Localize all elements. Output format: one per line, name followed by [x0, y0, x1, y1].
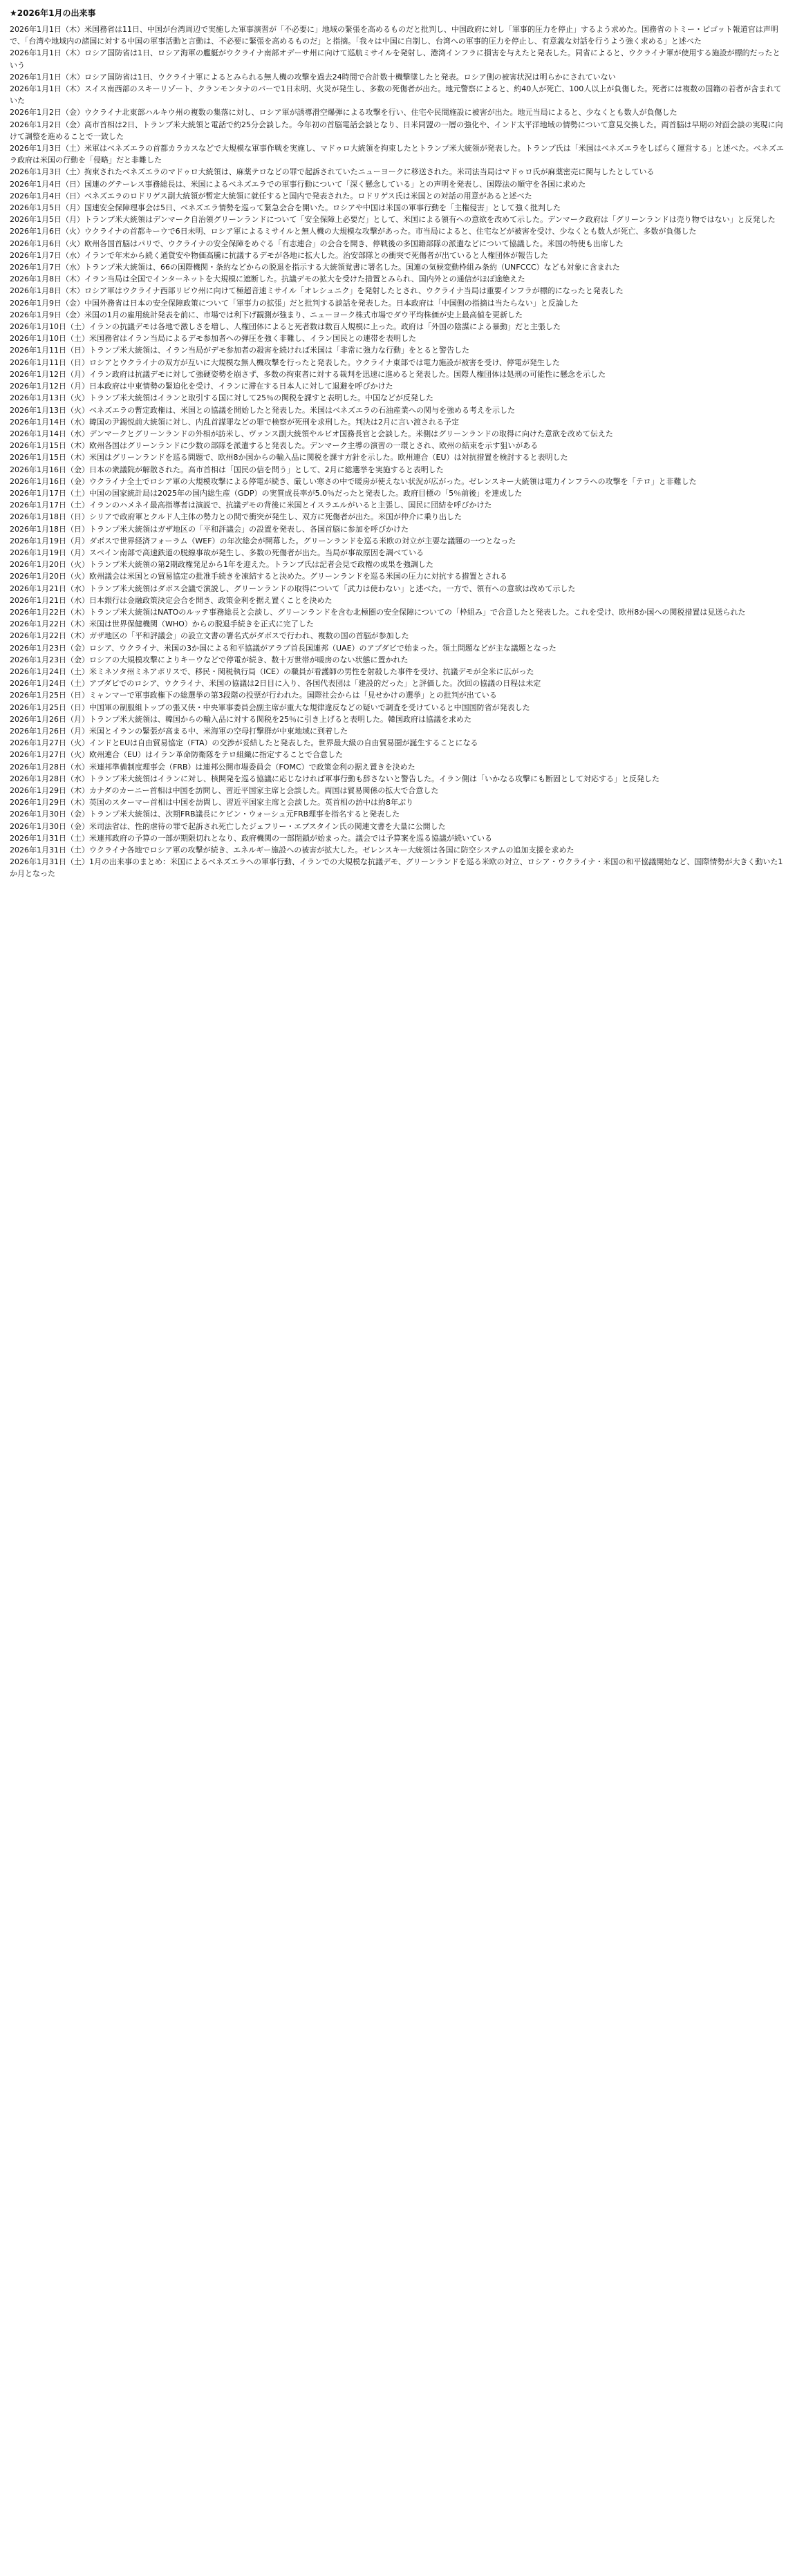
event-entry: 2026年1月1日（木）スイス南西部のスキーリゾート、クランモンタナのバーで1日未明、火災が発生し、多数の死傷者が出た。地元警察によると、約40人が死亡、100人以上が負傷した。死者には複数の国籍の若者が含まれていた	[10, 84, 782, 106]
event-entry: 2026年1月9日（金）中国外務省は日本の安全保障政策について「軍事力の拡張」だと批判する談話を発表した。日本政府は「中国側の指摘は当たらない」と反論した	[10, 298, 579, 308]
event-entry: 2026年1月8日（木）イラン当局は全国でインターネットを大規模に遮断した。抗議デモの拡大を受けた措置とみられ、国内外との通信がほぼ途絶えた	[10, 274, 525, 284]
event-entry: 2026年1月19日（月）ダボスで世界経済フォーラム（WEF）の年次総会が開幕した。グリーンランドを巡る米欧の対立が主要な議題の一つとなった	[10, 536, 516, 545]
event-entry: 2026年1月4日（日）ベネズエラのロドリゲス副大統領が暫定大統領に就任すると国内で発表された。ロドリゲス氏は米国との対話の用意があると述べた	[10, 191, 532, 200]
event-entry: 2026年1月16日（金）ウクライナ全土でロシア軍の大規模攻撃による停電が続き、厳しい寒さの中で暖房が使えない状況が広がった。ゼレンスキー大統領は電力インフラへの攻撃を「テロ」と非難した	[10, 476, 697, 486]
event-entry: 2026年1月27日（火）欧州連合（EU）はイラン革命防衛隊をテロ組織に指定することで合意した	[10, 750, 343, 760]
event-entry: 2026年1月1日（木）ロシア国防省は1日、ウクライナ軍によるとみられる無人機の攻撃を過去24時間で合計数十機撃墜したと発表。ロシア側の被害状況は明らかにされていない	[10, 72, 616, 82]
event-entry: 2026年1月28日（水）米連邦準備制度理事会（FRB）は連邦公開市場委員会（FOMC）で政策金利の据え置きを決めた	[10, 762, 415, 772]
event-entry: 2026年1月20日（火）欧州議会は米国との貿易協定の批准手続きを凍結すると決めた。グリーンランドを巡る米国の圧力に対抗する措置とされる	[10, 572, 507, 581]
event-entry: 2026年1月28日（水）トランプ米大統領はイランに対し、核開発を巡る協議に応じなければ軍事行動も辞さないと警告した。イラン側は「いかなる攻撃にも断固として対応する」と反発した	[10, 774, 660, 783]
event-entry: 2026年1月24日（土）アブダビでのロシア、ウクライナ、米国の協議は2日目に入り、各国代表団は「建設的だった」と評価した。次回の協議の日程は未定	[10, 679, 541, 689]
event-entry: 2026年1月22日（木）米国は世界保健機関（WHO）からの脱退手続きを正式に完了した	[10, 619, 314, 629]
event-entry: 2026年1月10日（土）イランの抗議デモは各地で激しさを増し、人権団体によると死者数は数百人規模に上った。政府は「外国の陰謀による暴動」だと主張した	[10, 322, 561, 332]
event-entry: 2026年1月23日（金）ロシアの大規模攻撃によりキーウなどで停電が続き、数十万世帯が暖房のない状態に置かれた	[10, 655, 409, 664]
event-entry: 2026年1月2日（金）ウクライナ北東部ハルキウ州の複数の集落に対し、ロシア軍が誘導滑空爆弾による攻撃を行い、住宅や民間施設に被害が出た。地元当局によると、少なくとも数人が負傷した	[10, 108, 677, 118]
event-entry: 2026年1月11日（日）ロシアとウクライナの双方が互いに大規模な無人機攻撃を行ったと発表した。ウクライナ東部では電力施設が被害を受け、停電が発生した	[10, 357, 560, 367]
event-entry: 2026年1月5日（月）国連安全保障理事会は5日、ベネズエラ情勢を巡って緊急会合を開いた。ロシアや中国は米国の軍事行動を「主権侵害」として強く批判した	[10, 203, 561, 213]
event-list	[10, 24, 785, 880]
event-entry: 2026年1月19日（月）スペイン南部で高速鉄道の脱線事故が発生し、多数の死傷者が出た。当局が事故原因を調べている	[10, 548, 424, 557]
event-entry: 2026年1月7日（水）トランプ米大統領は、66の国際機関・条約などからの脱退を指示する大統領覚書に署名した。国連の気候変動枠組み条約（UNFCCC）なども対象に含まれた	[10, 263, 620, 272]
event-entry: 2026年1月22日（木）トランプ米大統領はNATOのルッテ事務総長と会談し、グリーンランドを含む北極圏の安全保障についての「枠組み」で合意したと発表した。これを受け、欧州8か国への関税措置は見送られた	[10, 607, 746, 617]
event-entry: 2026年1月6日（火）ウクライナの首都キーウで6日未明、ロシア軍によるミサイルと無人機の大規模な攻撃があった。市当局によると、住宅などが被害を受け、少なくとも数人が死亡、多数が負傷した	[10, 227, 697, 236]
event-entry: 2026年1月15日（木）欧州各国はグリーンランドに少数の部隊を派遣すると発表した。デンマーク主導の演習の一環とされ、欧州の結束を示す狙いがある	[10, 441, 539, 451]
event-entry: 2026年1月2日（金）高市首相は2日、トランプ米大統領と電話で約25分会談した。今年初の首脳電話会談となり、日米同盟の一層の強化や、インド太平洋地域の情勢について意見交換した。両首脳は早期の対面会談の実現に向けて調整を進めることで一致した	[10, 120, 783, 141]
event-entry: 2026年1月6日（火）欧州各国首脳はパリで、ウクライナの安全保障をめぐる「有志連合」の会合を開き、停戦後の多国籍部隊の派遣などについて協議した。米国の特使も出席した	[10, 239, 624, 248]
event-entry: 2026年1月20日（火）トランプ米大統領の第2期政権発足から1年を迎えた。トランプ氏は記者会見で政権の成果を強調した	[10, 560, 433, 570]
event-entry: 2026年1月18日（日）シリアで政府軍とクルド人主体の勢力との間で衝突が発生し、双方に死傷者が出た。米国が仲介に乗り出した	[10, 512, 462, 522]
event-entry: 2026年1月17日（土）イランのハメネイ最高指導者は演説で、抗議デモの背後に米国とイスラエルがいると主張し、国民に団結を呼びかけた	[10, 501, 492, 510]
event-entry: 2026年1月25日（日）ミャンマーで軍事政権下の総選挙の第3段階の投票が行われた。国際社会からは「見せかけの選挙」との批判が出ている	[10, 691, 497, 700]
event-entry: 2026年1月5日（月）トランプ米大統領はデンマーク自治領グリーンランドについて「安全保障上必要だ」として、米国による領有への意欲を改めて示した。デンマーク政府は「グリーンランドは売り物ではない」と反発した	[10, 215, 776, 225]
event-entry: 2026年1月3日（土）米軍はベネズエラの首都カラカスなどで大規模な軍事作戦を実施し、マドゥロ大統領を拘束したとトランプ米大統領が発表した。トランプ氏は「米国はベネズエラをしばらく運営する」と述べた。ベネズエラ政府は米国の行動を「侵略」だと非難した	[10, 144, 784, 165]
event-entry: 2026年1月30日（金）トランプ米大統領は、次期FRB議長にケビン・ウォーシュ元FRB理事を指名すると発表した	[10, 810, 400, 819]
event-entry: 2026年1月11日（日）トランプ米大統領は、イラン当局がデモ参加者の殺害を続ければ米国は「非常に強力な行動」をとると警告した	[10, 346, 469, 355]
event-entry: 2026年1月14日（水）韓国の尹錫悦前大統領に対し、内乱首謀罪などの罪で検察が死刑を求刑した。判決は2月に言い渡される予定	[10, 417, 459, 427]
event-entry: 2026年1月14日（水）デンマークとグリーンランドの外相が訪米し、ヴァンス副大統領やルビオ国務長官と会談した。米側はグリーンランドの取得に向けた意欲を改めて伝えた	[10, 429, 613, 438]
event-entry: 2026年1月7日（水）イランで年末から続く通貨安や物価高騰に抗議するデモが各地に拡大した。治安部隊との衝突で死傷者が出ていると人権団体が報告した	[10, 250, 548, 260]
event-entry: 2026年1月15日（木）米国はグリーンランドを巡る問題で、欧州8か国からの輸入品に関税を課す方針を示した。欧州連合（EU）は対抗措置を検討すると表明した	[10, 453, 568, 463]
event-entry: 2026年1月12日（月）日本政府は中東情勢の緊迫化を受け、イランに滞在する日本人に対して退避を呼びかけた	[10, 382, 393, 391]
event-entry: 2026年1月4日（日）国連のグテーレス事務総長は、米国によるベネズエラでの軍事行動について「深く懸念している」との声明を発表し、国際法の順守を各国に求めた	[10, 179, 586, 189]
event-entry: 2026年1月18日（日）トランプ米大統領はガザ地区の「平和評議会」の設置を発表し、各国首脳に参加を呼びかけた	[10, 524, 409, 534]
event-entry: 2026年1月31日（土）米連邦政府の予算の一部が期限切れとなり、政府機関の一部閉鎖が始まった。議会では予算案を巡る協議が続いている	[10, 833, 492, 843]
event-entry: 2026年1月22日（木）ガザ地区の「平和評議会」の設立文書の署名式がダボスで行われ、複数の国の首脳が参加した	[10, 631, 409, 641]
event-entry: 2026年1月3日（土）拘束されたベネズエラのマドゥロ大統領は、麻薬テロなどの罪で起訴されていたニューヨークに移送された。米司法当局はマドゥロ氏が麻薬密売に関与したとしている	[10, 167, 655, 177]
page-title: ★2026年1月の出来事	[10, 8, 96, 18]
event-entry: 2026年1月29日（木）カナダのカーニー首相は中国を訪問し、習近平国家主席と会談した。両国は貿易関係の拡大で合意した	[10, 786, 439, 795]
event-entry: 2026年1月27日（火）インドとEUは自由貿易協定（FTA）の交渉が妥結したと発表した。世界最大級の自由貿易圏が誕生することになる	[10, 738, 478, 748]
event-entry: 2026年1月12日（月）イラン政府は抗議デモに対して強硬姿勢を崩さず、多数の拘束者に対する裁判を迅速に進めると発表した。国際人権団体は処刑の可能性に懸念を示した	[10, 369, 606, 379]
event-entry: 2026年1月29日（木）英国のスターマー首相は中国を訪問し、習近平国家主席と会談した。英首相の訪中は約8年ぶり	[10, 798, 413, 808]
event-entry: 2026年1月16日（金）日本の衆議院が解散された。高市首相は「国民の信を問う」として、2月に総選挙を実施すると表明した	[10, 465, 444, 474]
event-entry: 2026年1月24日（土）米ミネソタ州ミネアポリスで、移民・関税執行局（ICE）の職員が看護師の男性を射殺した事件を受け、抗議デモが全米に広がった	[10, 666, 534, 676]
event-entry: 2026年1月10日（土）米国務省はイラン当局によるデモ参加者への弾圧を強く非難し、イラン国民との連帯を表明した	[10, 334, 416, 344]
event-entry: 2026年1月8日（木）ロシア軍はウクライナ西部リビウ州に向けて極超音速ミサイル「オレシュニク」を発射したとされ、ウクライナ当局は重要インフラが標的になったと発表した	[10, 286, 624, 296]
event-entry: 2026年1月26日（月）トランプ米大統領は、韓国からの輸入品に対する関税を25％に引き上げると表明した。韓国政府は協議を求めた	[10, 714, 471, 724]
event-entry: 2026年1月25日（日）中国軍の制服組トップの張又侠・中央軍事委員会副主席が重大な規律違反などの疑いで調査を受けていると中国国防省が発表した	[10, 702, 530, 712]
event-entry: 2026年1月13日（火）ベネズエラの暫定政権は、米国との協議を開始したと発表した。米国はベネズエラの石油産業への関与を強める考えを示した	[10, 405, 515, 415]
event-entry: 2026年1月17日（土）中国の国家統計局は2025年の国内総生産（GDP）の実質成長率が5.0％だったと発表した。政府目標の「5％前後」を達成した	[10, 488, 523, 498]
event-entry: 2026年1月1日（木）ロシア国防省は1日、ロシア海軍の艦艇がウクライナ南部オデーサ州に向けて巡航ミサイルを発射し、港湾インフラに損害を与えたと発表した。同省によると、ウクライナ軍が使用する施設が標的だったという	[10, 48, 780, 70]
event-entry: 2026年1月13日（火）トランプ米大統領はイランと取引する国に対して25％の関税を課すと表明した。中国などが反発した	[10, 393, 433, 403]
event-entry: 2026年1月21日（水）日本銀行は金融政策決定会合を開き、政策金利を据え置くことを決めた	[10, 595, 333, 605]
event-entry: 2026年1月23日（金）ロシア、ウクライナ、米国の3か国による和平協議がアラブ首長国連邦（UAE）のアブダビで始まった。領土問題などが主な議題となった	[10, 643, 556, 653]
event-entry: 2026年1月26日（月）米国とイランの緊張が高まる中、米海軍の空母打撃群が中東地域に到着した	[10, 726, 348, 736]
event-entry: 2026年1月1日（木）米国務省は11日、中国が台湾周辺で実施した軍事演習が「不必要に」地域の緊張を高めるものだと批判し、中国政府に対し「軍事的圧力を停止」するよう求めた。国務省のトミー・ピゴット報道官は声明で、「台湾や地域内の諸国に対する中国の軍事活動と言動は、不必要に緊張を高めるものだ」と指摘。「我々は中国に自制し、台湾への軍事的圧力を停止し、有意義な対話を行うよう強く求める」と述べた	[10, 25, 778, 46]
event-entry: 2026年1月30日（金）米司法省は、性的虐待の罪で起訴され死亡したジェフリー・エプスタイン氏の関連文書を大量に公開した	[10, 821, 446, 831]
event-entry: 2026年1月21日（水）トランプ米大統領はダボス会議で演説し、グリーンランドの取得について「武力は使わない」と述べた。一方で、領有への意欲は改めて示した	[10, 584, 576, 593]
event-entry: 2026年1月9日（金）米国の1月の雇用統計発表を前に、市場では利下げ観測が強まり、ニューヨーク株式市場でダウ平均株価が史上最高値を更新した	[10, 310, 523, 319]
event-entry: 2026年1月31日（土）ウクライナ各地でロシア軍の攻撃が続き、エネルギー施設への被害が拡大した。ゼレンスキー大統領は各国に防空システムの追加支援を求めた	[10, 846, 574, 855]
event-entry: 2026年1月31日（土）1月の出来事のまとめ：米国によるベネズエラへの軍事行動、イランでの大規模な抗議デモ、グリーンランドを巡る米欧の対立、ロシア・ウクライナ・米国の和平協議開始など、国際情勢が大きく動いた1か月となった	[10, 857, 783, 879]
